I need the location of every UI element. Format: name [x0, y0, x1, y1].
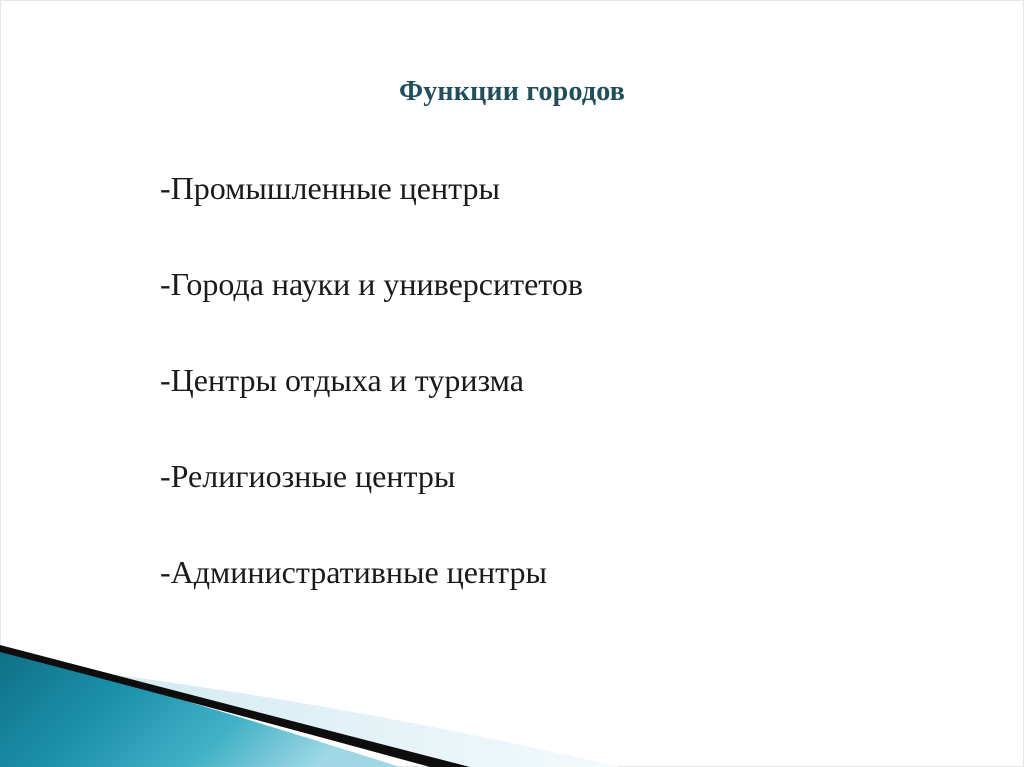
bullet-item-science: -Города науки и университетов — [160, 266, 583, 302]
teal-swoosh — [0, 648, 400, 767]
bullet-item-industrial: -Промышленные центры — [160, 170, 500, 206]
slide-title: Функции городов — [398, 76, 626, 107]
dark-swoosh — [0, 645, 470, 767]
bullet-item-administrative: -Административные центры — [160, 554, 547, 590]
bullet-item-tourism: -Центры отдыха и туризма — [160, 362, 524, 398]
pale-swoosh — [60, 668, 620, 767]
bullet-item-religious: -Религиозные центры — [160, 458, 456, 494]
bullet-list — [160, 166, 583, 646]
